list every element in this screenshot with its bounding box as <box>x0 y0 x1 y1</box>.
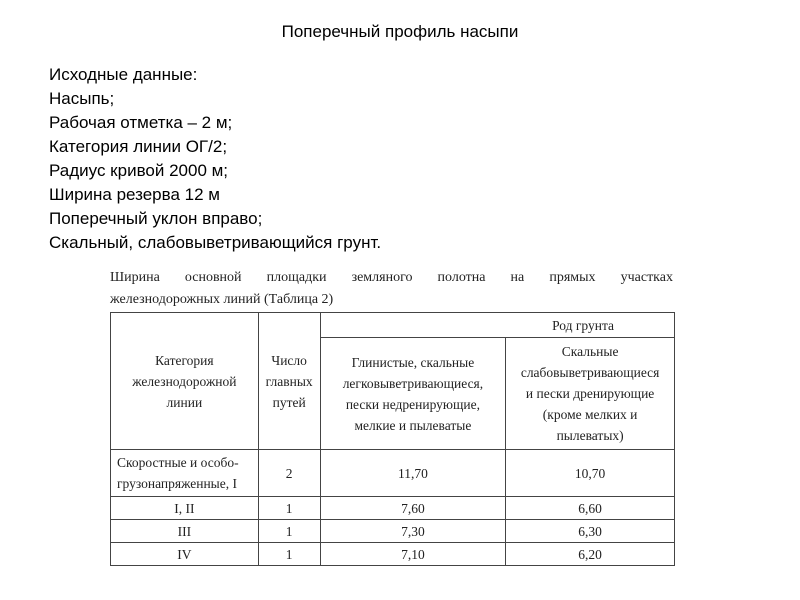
row-width-b: 10,70 <box>506 450 675 497</box>
initial-data-item: Скальный, слабовыветривающийся грунт. <box>49 233 382 252</box>
row-width-a: 7,30 <box>320 520 506 543</box>
caption-line-2: железнодорожных линий (Таблица 2) <box>110 292 334 307</box>
row-tracks: 1 <box>258 497 320 520</box>
row-width-b: 6,30 <box>506 520 675 543</box>
caption-line-1 <box>110 267 673 289</box>
row-width-b: 6,60 <box>506 497 675 520</box>
table-caption <box>110 267 673 311</box>
row-width-a: 11,70 <box>320 450 506 497</box>
row-category: III <box>111 520 259 543</box>
initial-data-item: Рабочая отметка – 2 м; <box>49 113 233 132</box>
header-soil-group: Род грунта <box>320 313 674 338</box>
initial-data-heading: Исходные данные: <box>49 65 198 84</box>
row-tracks: 2 <box>258 450 320 497</box>
caption-word: земляного <box>351 270 413 285</box>
row-tracks: 1 <box>258 520 320 543</box>
header-soil-a: Глинистые, скальные легковыветривающиеся, пески недренирующие, мелкие и пылеватые <box>320 338 506 450</box>
row-category: Скоростные и особо- грузонапряженные, I <box>111 450 259 497</box>
initial-data-item: Категория линии ОГ/2; <box>49 137 228 156</box>
initial-data-item: Насыпь; <box>49 89 115 108</box>
initial-data-item: Ширина резерва 12 м <box>49 185 220 204</box>
caption-word: на <box>510 270 525 285</box>
row-width-a: 7,10 <box>320 543 506 566</box>
caption-word: основной <box>184 270 242 285</box>
caption-word: участках <box>620 270 673 285</box>
row-width-a: 7,60 <box>320 497 506 520</box>
caption-word: площадки <box>266 270 327 285</box>
row-tracks: 1 <box>258 543 320 566</box>
row-category: IV <box>111 543 259 566</box>
table-row <box>111 497 675 520</box>
table-header-row <box>111 313 675 338</box>
platform-width-table <box>110 312 675 566</box>
header-tracks: Число главных путей <box>258 313 320 450</box>
header-soil-b: Скальные слабовыветривающиеся и пески дренирующие (кроме мелких и пылеватых) <box>506 338 675 450</box>
row-category: I, II <box>111 497 259 520</box>
initial-data-list <box>49 63 381 255</box>
initial-data-item: Радиус кривой 2000 м; <box>49 161 229 180</box>
table-row <box>111 520 675 543</box>
row-width-b: 6,20 <box>506 543 675 566</box>
caption-word: прямых <box>549 270 596 285</box>
caption-word: полотна <box>437 270 486 285</box>
caption-word: Ширина <box>110 270 160 285</box>
initial-data-item: Поперечный уклон вправо; <box>49 209 263 228</box>
page-title: Поперечный профиль насыпи <box>281 22 519 41</box>
table-row <box>111 543 675 566</box>
header-category: Категория железнодорожной линии <box>111 313 259 450</box>
table-row <box>111 450 675 497</box>
